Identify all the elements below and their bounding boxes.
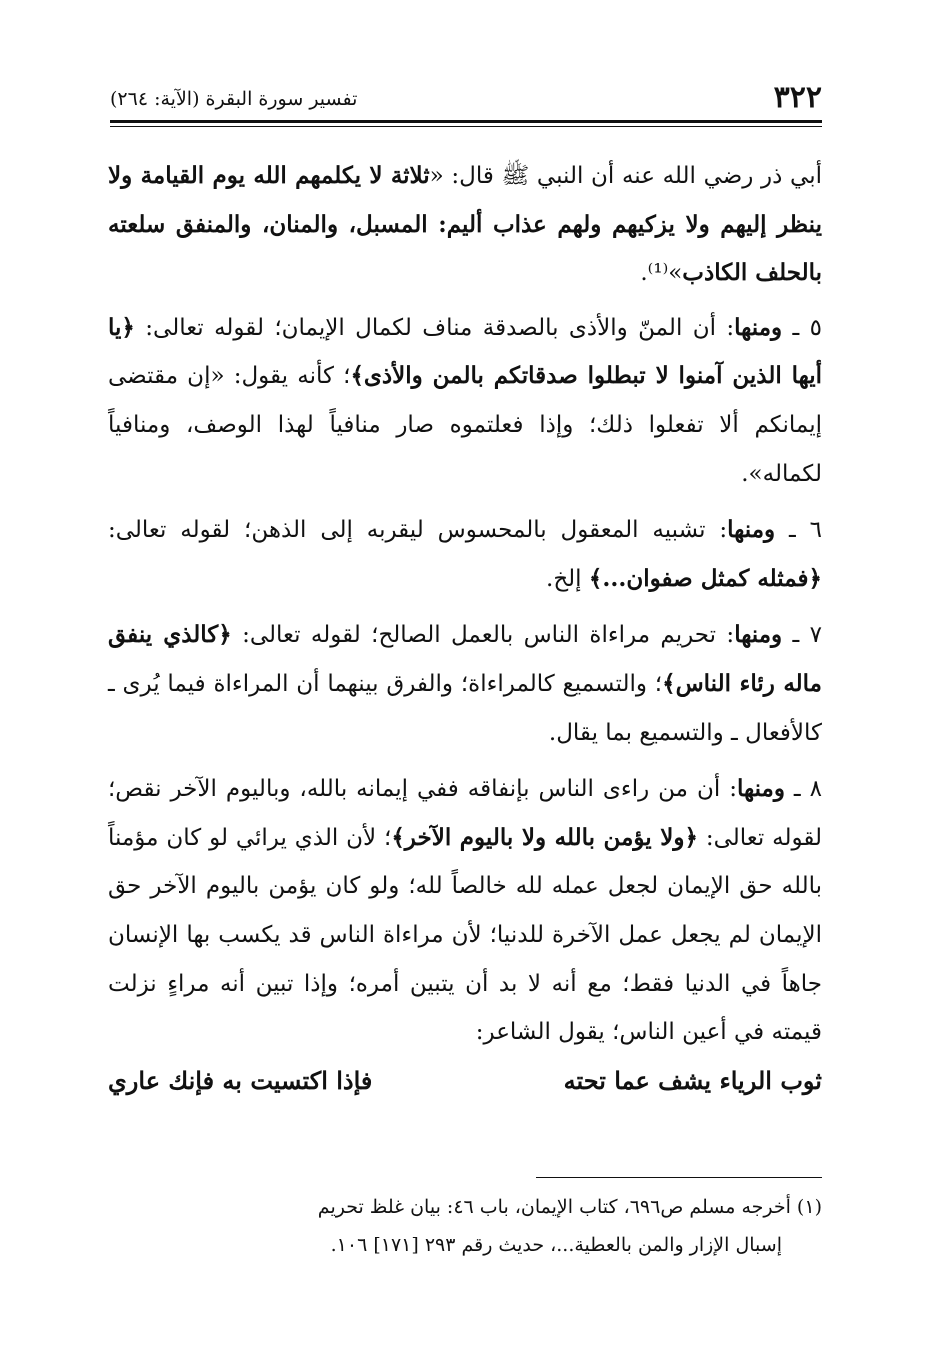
item-text: ؛ كأنه يقول: «إن مقتضى إيمانكم ألا تفعلوا ذلك؛ وإذا فعلتموه صار منافياً لهذا الوصف، ومنافياً لكماله». (108, 363, 822, 487)
poem-verse (108, 1057, 822, 1105)
footnote-rule (536, 1177, 822, 1178)
quran-verse: ﴿كالذي ينفق ماله رئاء الناس﴾ (108, 621, 822, 697)
quran-verse: ﴿ولا يؤمن بالله ولا باليوم الآخر﴾ (391, 823, 698, 851)
item-text: ؛ والتسميع كالمراءاة؛ والفرق بينهما أن المراءاة فيما يُرى ـ كالأفعال ـ والتسميع بما يقال. (108, 670, 822, 746)
quran-verse: ﴿يا أيها الذين آمنوا لا تبطلوا صدقاتكم بالمن والأذى﴾ (108, 313, 822, 390)
item-text: : أن من راءى الناس بإنفاقه ففي إيمانه بالله، وباليوم الآخر نقص؛ لقوله تعالى: (108, 776, 823, 851)
hadith-close: »⁽¹⁾. (640, 260, 683, 287)
item-number: ٥ ـ (782, 314, 822, 341)
item-text: : تحريم مراءاة الناس بالعمل الصالح؛ لقوله تعالى: (231, 622, 735, 649)
item-text: : أن المنّ والأذى بالصدقة مناف لكمال الإيمان؛ لقوله تعالى: (134, 314, 735, 341)
item-8 (108, 765, 822, 1057)
hadith-paragraph (108, 152, 822, 298)
footnote-1-line-1: (١) أخرجه مسلم ص٦٩٦، كتاب الإيمان، باب ٤٦: بيان غلظ تحريم (317, 1196, 822, 1218)
item-label: ومنها (734, 313, 783, 341)
item-number: ٨ ـ (784, 776, 822, 803)
footnotes (108, 1188, 822, 1264)
item-6 (108, 506, 822, 603)
hadith-text: ثلاثة لا يكلمهم الله يوم القيامة ولا ينظر إليهم ولا يزكيهم ولهم عذاب أليم: المسبل، والمنان، والمنفق سلعته بالحلف الكاذب (108, 162, 822, 287)
quran-verse: ﴿فمثله كمثل صفوان...﴾ (588, 564, 822, 592)
poem-hemistich-2: فإذا اكتسيت به فإنك عاري (108, 1065, 373, 1095)
item-7 (108, 611, 822, 757)
header-rule-thin (110, 126, 822, 127)
page-header (110, 78, 822, 118)
item-label: ومنها (734, 621, 783, 649)
item-5 (108, 304, 822, 498)
footnote-1-line-2: إسبال الإزار والمن بالعطية...، حديث رقم ٢٩٣ [١٧١] ١٠٦. (330, 1234, 782, 1256)
item-text: : تشبيه المعقول بالمحسوس ليقربه إلى الذهن؛ لقوله تعالى: (108, 517, 728, 544)
body-text (108, 152, 822, 1105)
item-number: ٧ ـ (782, 622, 822, 649)
running-title: تفسير سورة البقرة (الآية: ٢٦٤) (110, 88, 358, 110)
item-text: إلخ. (546, 565, 589, 592)
item-text: ؛ لأن الذي يرائي لو كان مؤمناً بالله حق الإيمان لجعل عمله لله خالصاً لله؛ ولو كان يؤمن باليوم الآخر حق الإيمان لم يجعل عمل الآخرة للدنيا؛ لأن مراءاة الناس قد يكسب بها الإنسان جاهاً في الدنيا فقط؛ مع أنه لا بد أن يتبين أمره؛ وإذا تبين أنه مراءٍ نزلت قيمته في أعين الناس؛ يقول الشاعر: (108, 824, 822, 1046)
poem-hemistich-1: ثوب الرياء يشف عما تحته (563, 1065, 822, 1095)
item-number: ٦ ـ (775, 517, 822, 544)
page-number: ٣٢٢ (773, 80, 822, 115)
item-label: ومنها (727, 516, 776, 544)
item-label: ومنها (736, 775, 785, 803)
hadith-intro: أبي ذر رضي الله عنه أن النبي ﷺ قال: « (429, 163, 822, 189)
header-rule-thick (110, 120, 822, 123)
